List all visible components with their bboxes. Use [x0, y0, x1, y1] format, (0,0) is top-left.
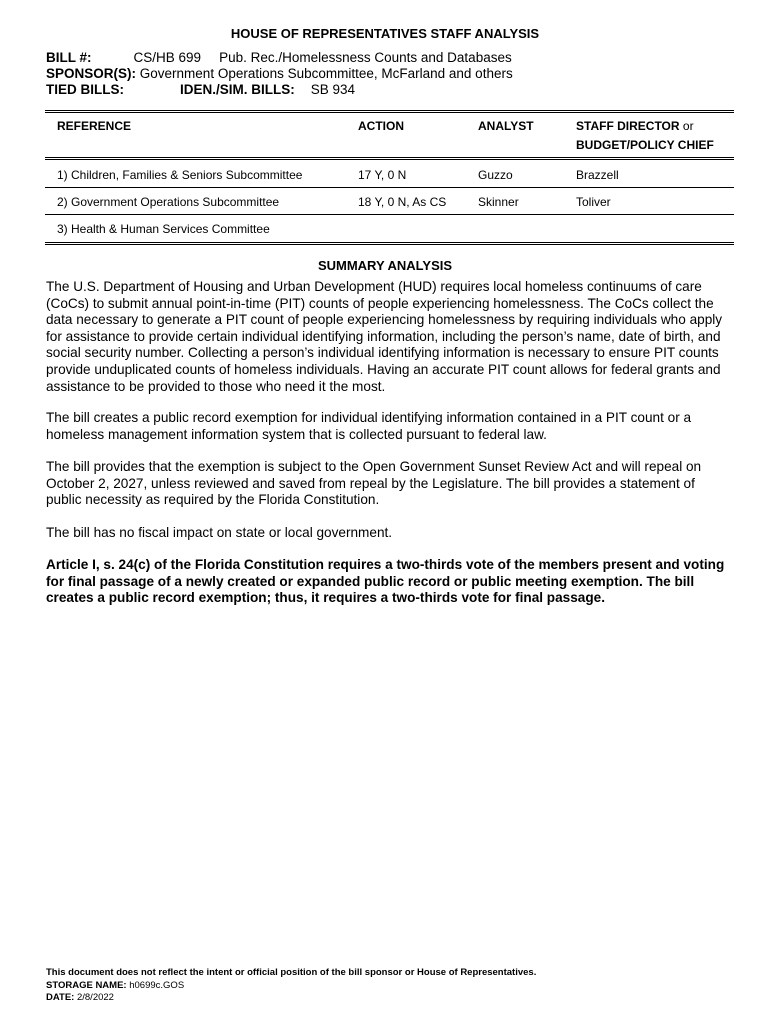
- row2-director: Toliver: [576, 195, 611, 209]
- tied-bills-label: TIED BILLS:: [46, 82, 124, 97]
- footer-disclaimer: This document does not reflect the intent or official position of the bill sponsor or House of Representatives.: [46, 967, 537, 978]
- row2-reference: 2) Government Operations Subcommittee: [57, 195, 280, 209]
- row2-analyst: Skinner: [478, 195, 519, 209]
- row1-action: 17 Y, 0 N: [358, 168, 407, 182]
- tied-bills-line: [46, 82, 355, 97]
- sponsor-line: [46, 66, 513, 81]
- iden-sim-label: IDEN./SIM. BILLS:: [180, 82, 295, 97]
- row1-director: Brazzell: [576, 168, 619, 182]
- summary-paragraph-3: The bill provides that the exemption is subject to the Open Government Sunset Review Act and will repeal on October 2, 2027, unless reviewed and saved from repeal by the Legislature. The bill provides a statement of public necessity as required by the Florida Constitution.: [46, 459, 702, 508]
- header-reference: REFERENCE: [57, 119, 132, 133]
- sponsor-value: Government Operations Subcommittee, McFarland and others: [139, 66, 513, 81]
- table-header-rule: [45, 157, 734, 160]
- iden-sim-value: SB 934: [310, 82, 356, 97]
- row1-rule: [45, 187, 734, 188]
- header-analyst: ANALYST: [478, 119, 534, 133]
- header-staff-director-text: STAFF DIRECTOR: [576, 119, 680, 133]
- header-action: ACTION: [358, 119, 404, 133]
- header-or-text: or: [679, 119, 694, 133]
- summary-paragraph-1: The U.S. Department of Housing and Urban Development (HUD) requires local homeless continuums of care (CoCs) to submit annual point-in-time (PIT) counts of people experiencing homelessness. The CoCs collect the data necessary to generate a PIT count of people experiencing homelessness by requiring individuals who apply for assistance to provide certain individual identifying information, including the person’s name, date of birth, and social security number. Collecting a person’s individual identifying information is necessary to ensure PIT counts provide unduplicated counts of homeless individuals. Having an accurate PIT count allows for federal grants and assistance to be provided to those who need it the most.: [46, 279, 723, 394]
- document-title: HOUSE OF REPRESENTATIVES STAFF ANALYSIS: [230, 26, 540, 41]
- storage-value: h0699c.GOS: [129, 980, 185, 991]
- sponsor-label: SPONSOR(S):: [46, 66, 137, 81]
- date-value: 2/8/2022: [76, 992, 114, 1003]
- header-staff-director: [576, 119, 694, 133]
- row3-reference: 3) Health & Human Services Committee: [57, 222, 270, 236]
- bill-line: [46, 50, 512, 65]
- table-bottom-rule: [45, 242, 734, 245]
- footer-date: [46, 992, 114, 1003]
- constitution-notice: Article I, s. 24(c) of the Florida Constitution requires a two-thirds vote of the members present and voting for final passage of a newly created or expanded public record or public meeting exemption. The bill creates a public record exemption; thus, it requires a two-thirds vote for final passage.: [46, 557, 725, 606]
- bill-number: CS/HB 699: [133, 50, 202, 65]
- storage-label: STORAGE NAME:: [46, 980, 127, 991]
- summary-paragraph-4: The bill has no fiscal impact on state or local government.: [46, 525, 393, 540]
- header-budget-chief: BUDGET/POLICY CHIEF: [576, 138, 714, 152]
- row1-reference: 1) Children, Families & Seniors Subcommittee: [57, 168, 303, 182]
- summary-title: SUMMARY ANALYSIS: [317, 258, 453, 273]
- bill-title: Pub. Rec./Homelessness Counts and Databases: [219, 50, 512, 65]
- footer-storage-name: [46, 980, 184, 991]
- row2-action: 18 Y, 0 N, As CS: [358, 195, 447, 209]
- bill-label: BILL #:: [46, 50, 92, 65]
- table-top-rule: [45, 110, 734, 113]
- row2-rule: [45, 214, 734, 215]
- row1-analyst: Guzzo: [478, 168, 513, 182]
- date-label: DATE:: [46, 992, 75, 1003]
- summary-paragraph-2: The bill creates a public record exemption for individual identifying information contained in a PIT count or a homeless management information system that is collected pursuant to federal law.: [46, 410, 692, 442]
